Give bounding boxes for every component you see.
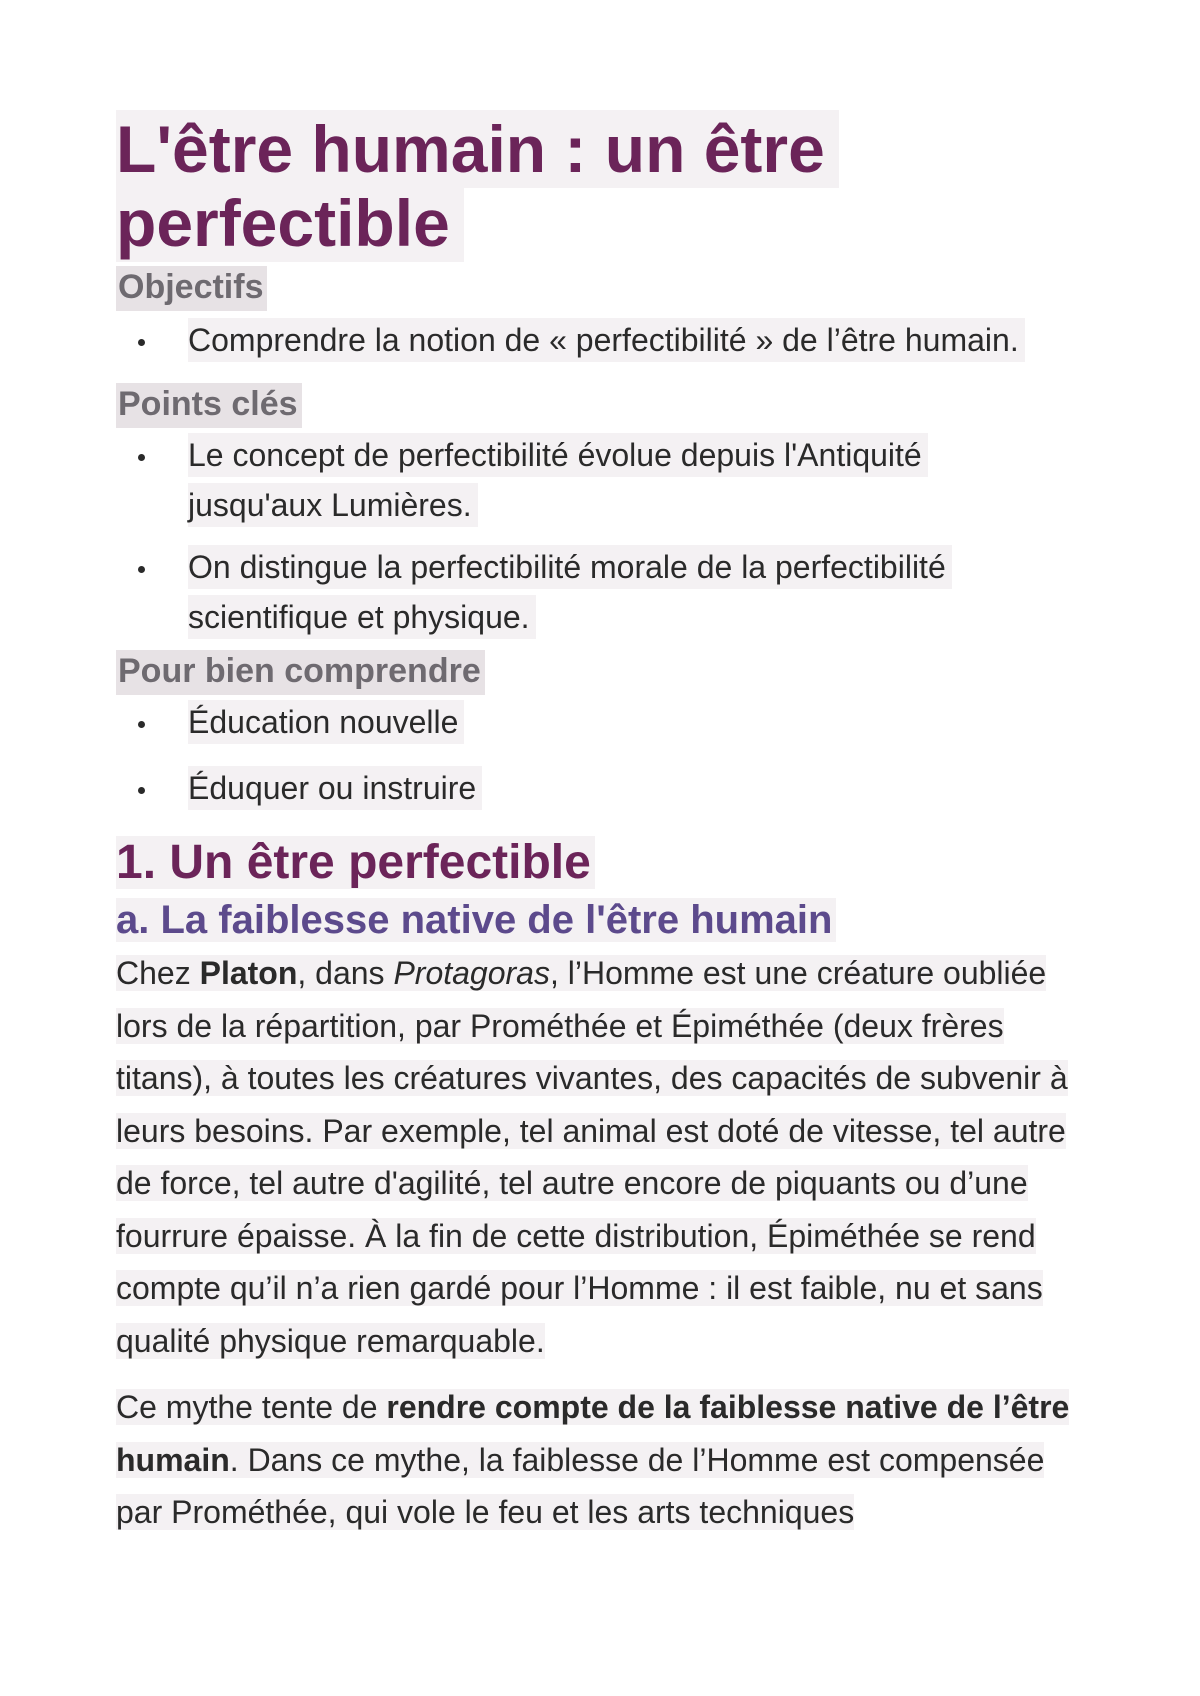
bullet-icon — [138, 454, 145, 461]
text-run: , dans — [297, 955, 394, 991]
objectifs-heading: Objectifs — [116, 266, 267, 311]
text-run: , l’Homme est une créature oubliée lors de la répartition, par Prométhée et Épiméthée (deux frères titans), à toutes les créatures vivantes, des capacités de subvenir à leurs besoins. Par exemple, tel animal est doté de vitesse, tel autre de force, tel autre d'agilité, tel autre encore de piquants ou d’une fourrure épaisse. À la fin de cette distribution, Épiméthée se rend compte qu’il n’a rien gardé pour l’Homme : il est faible, nu et sans qualité physique remarquable. — [116, 955, 1068, 1359]
bold-run: rendre compte de la faiblesse native de l’être humain — [116, 1389, 1070, 1478]
paragraph-2 — [116, 1381, 1096, 1539]
bullet-icon — [138, 566, 145, 573]
list-item-text: On distingue la perfectibilité morale de la perfectibilité scientifique et physique. — [188, 545, 952, 639]
objectifs-section — [116, 266, 1096, 375]
document-content — [116, 112, 1096, 1539]
bold-run: Platon — [199, 955, 298, 991]
list-item — [116, 315, 1096, 375]
list-item-text: Comprendre la notion de « perfectibilité » de l’être humain. — [188, 318, 1025, 362]
italic-run: Protagoras — [393, 955, 550, 991]
list-item — [116, 542, 996, 642]
points-cles-section — [116, 383, 1096, 642]
bullet-icon — [138, 721, 145, 728]
pour-bien-comprendre-list — [116, 697, 1096, 813]
bullet-icon — [138, 787, 145, 794]
paragraph-1 — [116, 947, 1096, 1367]
list-item-link[interactable]: Éducation nouvelle — [188, 700, 464, 744]
section-1a-heading — [116, 893, 1096, 947]
objectifs-list — [116, 315, 1096, 375]
points-cles-heading: Points clés — [116, 383, 302, 428]
paragraph-1-text — [116, 955, 1068, 1359]
pour-bien-comprendre-section — [116, 650, 1096, 813]
text-run: . Dans ce mythe, la faiblesse de l’Homme est compensée par Prométhée, qui vole le feu et les arts techniques — [116, 1441, 1045, 1530]
text-run: Ce mythe tente de — [116, 1389, 387, 1425]
section-1 — [116, 833, 1096, 1539]
section-1-heading — [116, 833, 1096, 893]
page-title-text: L'être humain : un être perfectible — [116, 110, 839, 262]
points-cles-list — [116, 430, 996, 642]
text-run: Chez — [116, 955, 200, 991]
list-item-text: Le concept de perfectibilité évolue depuis l'Antiquité jusqu'aux Lumières. — [188, 433, 928, 527]
section-1-heading-text: 1. Un être perfectible — [116, 836, 595, 889]
section-1a-heading-text: a. La faiblesse native de l'être humain — [116, 898, 836, 942]
page-title — [116, 112, 1096, 260]
list-item — [116, 430, 996, 530]
bullet-icon — [138, 339, 145, 346]
pour-bien-comprendre-heading: Pour bien comprendre — [116, 650, 485, 695]
list-item-link[interactable]: Éduquer ou instruire — [188, 766, 482, 810]
paragraph-2-text — [116, 1389, 1069, 1530]
list-item — [116, 763, 1096, 813]
list-item — [116, 697, 1096, 747]
